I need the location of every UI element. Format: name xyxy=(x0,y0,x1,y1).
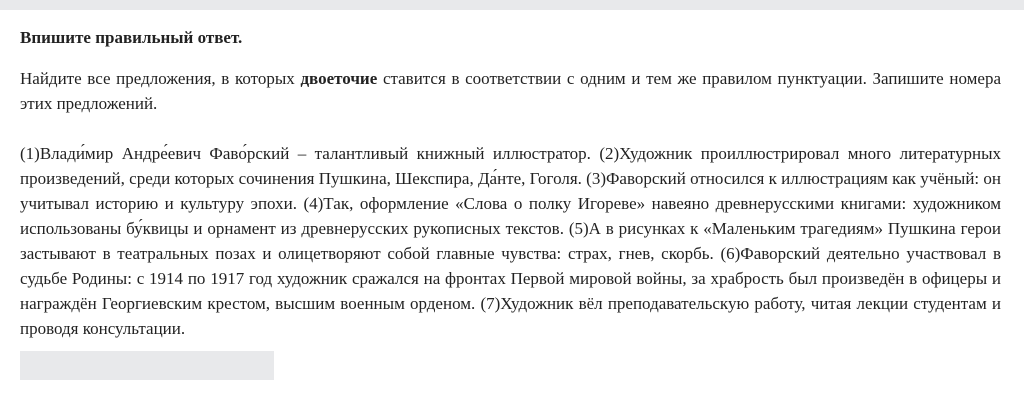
task-text-after: ставится в соответствии с одним и тем же правилом пунктуации. Запишите номера этих предложений. xyxy=(20,69,1001,113)
passage-text: (1)Влади́мир Андре́евич Фаво́рский – талантливый книжный иллюстратор. (2)Художник проиллюстрировал много литературных произведений, среди которых сочинения Пушкина, Шекспира, Да́нте, Гоголя. (3)Фаворский относился к иллюстрациям как учёный: он учитывал историю и культуру эпохи. (4)Так, оформление «Слова о полку Игореве» навеяно древнерусскими книгами: художником использованы бу́квицы и орнамент из древнерусских рукописных текстов. (5)А в рисунках к «Маленьким трагедиям» Пушкина герои застывают в театральных позах и олицетворяют собой главные чувства: страх, гнев, скорбь. (6)Фаворский деятельно участвовал в судьбе Родины: с 1914 по 1917 год художник сражался на фронтах Первой мировой войны, за храбрость был произведён в офицеры и награждён Георгиевским крестом, высшим военным орденом. (7)Художник вёл преподавательскую работу, читая лекции студентам и проводя консультации. xyxy=(20,144,1001,338)
task-text-before: Найдите все предложения, в которых xyxy=(20,69,301,88)
top-bar xyxy=(0,0,1024,10)
task-keyword: двоеточие xyxy=(300,69,378,88)
question-content xyxy=(20,27,1001,341)
task-text xyxy=(20,66,1001,116)
answer-input[interactable] xyxy=(20,351,274,380)
question-instruction: Впишите правильный ответ. xyxy=(20,28,243,47)
